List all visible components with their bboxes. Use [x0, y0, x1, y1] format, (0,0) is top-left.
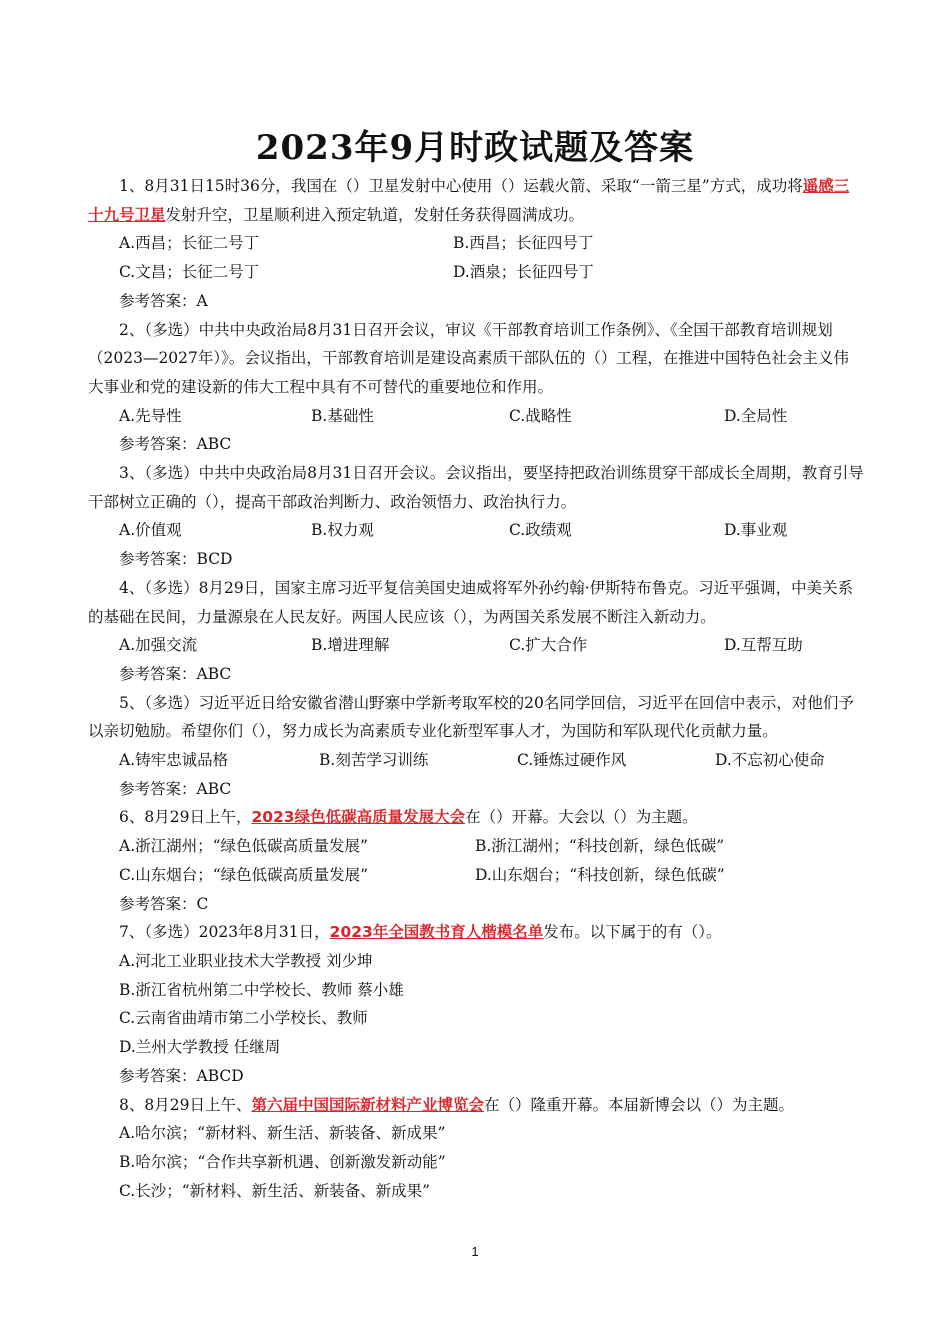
- highlight-link: 遥感三十九号卫星: [88, 177, 850, 224]
- option: B.西昌；长征四号丁: [453, 234, 594, 253]
- question-8: 8、8月29日上午、第六届中国国际新材料产业博览会在（）隆重开幕。本届新博会以（）为主题。: [119, 1095, 794, 1114]
- answer: 参考答案：ABC: [119, 779, 232, 798]
- question-4: 4、（多选）8月29日，国家主席习近平复信美国史迪威将军外孙约翰·伊斯特布鲁克。习近平强调，中美关系的基础在民间，力量源泉在人民友好。两国人民应该（），为两国关系发展不断注入新动力。: [88, 578, 854, 626]
- option: D.全局性: [724, 406, 788, 425]
- option: C.扩大合作: [509, 636, 588, 655]
- question-3: 3、（多选）中共中央政治局8月31日召开会议。会议指出，要坚持把政治训练贯穿干部成长全周期，教育引导干部树立正确的（），提高干部政治判断力、政治领悟力、政治执行力。: [88, 464, 864, 511]
- page-title: 2023年9月时政试题及答案: [255, 128, 695, 168]
- option: D.互帮互助: [724, 636, 803, 655]
- option: B.哈尔滨；“合作共享新机遇、创新激发新动能”: [119, 1152, 446, 1171]
- question-7: 7、（多选）2023年8月31日，2023年全国教书育人楷模名单发布。以下属于的有（）。: [119, 923, 722, 942]
- page-number: 1: [471, 1244, 479, 1259]
- options-row: [88, 631, 864, 660]
- answer: 参考答案：C: [119, 894, 209, 913]
- option: A.浙江湖州；“绿色低碳高质量发展”: [119, 837, 368, 856]
- option: C.长沙；“新材料、新生活、新装备、新成果”: [119, 1181, 431, 1200]
- option: C.战略性: [509, 406, 572, 425]
- option: B.刻苦学习训练: [319, 751, 429, 770]
- question-5: 5、（多选）习近平近日给安徽省潜山野寨中学新考取军校的20名同学回信，习近平在回信中表示，对他们予以亲切勉励。希望你们（），努力成长为高素质专业化新型军事人才，为国防和军队现代化贡献力量。: [88, 693, 854, 741]
- option: A.价值观: [119, 521, 182, 540]
- options-row: [88, 258, 864, 287]
- option: B.基础性: [311, 406, 374, 425]
- option: A.加强交流: [119, 636, 198, 655]
- option: C.政绩观: [509, 521, 572, 540]
- options-row: [88, 832, 864, 861]
- highlight-link: 2023绿色低碳高质量发展大会: [251, 808, 466, 827]
- options-row: [88, 402, 864, 431]
- question-1: 1、8月31日15时36分，我国在（）卫星发射中心使用（）运载火箭、采取“一箭三星”方式，成功将遥感三十九号卫星发射升空，卫星顺利进入预定轨道，发射任务获得圆满成功。: [88, 177, 850, 224]
- option: D.事业观: [724, 521, 788, 540]
- option: B.浙江省杭州第二中学校长、教师 蔡小雄: [119, 980, 404, 999]
- option: A.先导性: [119, 406, 182, 425]
- highlight-link: 第六届中国国际新材料产业博览会: [251, 1095, 484, 1114]
- answer: 参考答案：ABC: [119, 435, 232, 454]
- question-list: [88, 172, 864, 1205]
- options-row: [88, 229, 864, 258]
- option: D.不忘初心使命: [715, 751, 825, 770]
- question-6: 6、8月29日上午，2023绿色低碳高质量发展大会在（）开幕。大会以（）为主题。: [119, 808, 698, 827]
- options-row: [88, 746, 864, 775]
- question-2: 2、（多选）中共中央政治局8月31日召开会议，审议《干部教育培训工作条例》、《全国干部教育培训规划（2023—2027年）》。会议指出，干部教育培训是建设高素质干部队伍的（）工程，在推进中国特色社会主义伟大事业和党的建设新的伟大工程中具有不可替代的重要地位和作用。: [88, 320, 849, 396]
- option: A.河北工业职业技术大学教授 刘少坤: [119, 951, 373, 970]
- option: A.铸牢忠诚品格: [119, 751, 229, 770]
- options-row: [88, 861, 864, 890]
- option: C.山东烟台；“绿色低碳高质量发展”: [119, 865, 369, 884]
- options-row: [88, 516, 864, 545]
- highlight-link: 2023年全国教书育人楷模名单: [329, 923, 544, 942]
- option: D.兰州大学教授 任继周: [119, 1038, 281, 1057]
- option: A.哈尔滨；“新材料、新生活、新装备、新成果”: [119, 1124, 446, 1143]
- option: D.山东烟台；“科技创新，绿色低碳”: [475, 865, 725, 884]
- option: D.酒泉；长征四号丁: [453, 263, 594, 282]
- option: C.锤炼过硬作风: [517, 751, 627, 770]
- answer: 参考答案：A: [119, 291, 208, 310]
- option: A.西昌；长征二号丁: [119, 234, 260, 253]
- option: B.权力观: [311, 521, 374, 540]
- option: B.增进理解: [311, 636, 390, 655]
- answer: 参考答案：BCD: [119, 550, 233, 569]
- answer: 参考答案：ABC: [119, 664, 232, 683]
- answer: 参考答案：ABCD: [119, 1066, 244, 1085]
- option: C.云南省曲靖市第二小学校长、教师: [119, 1009, 368, 1028]
- option: C.文昌；长征二号丁: [119, 263, 260, 282]
- option: B.浙江湖州；“科技创新，绿色低碳”: [475, 837, 725, 856]
